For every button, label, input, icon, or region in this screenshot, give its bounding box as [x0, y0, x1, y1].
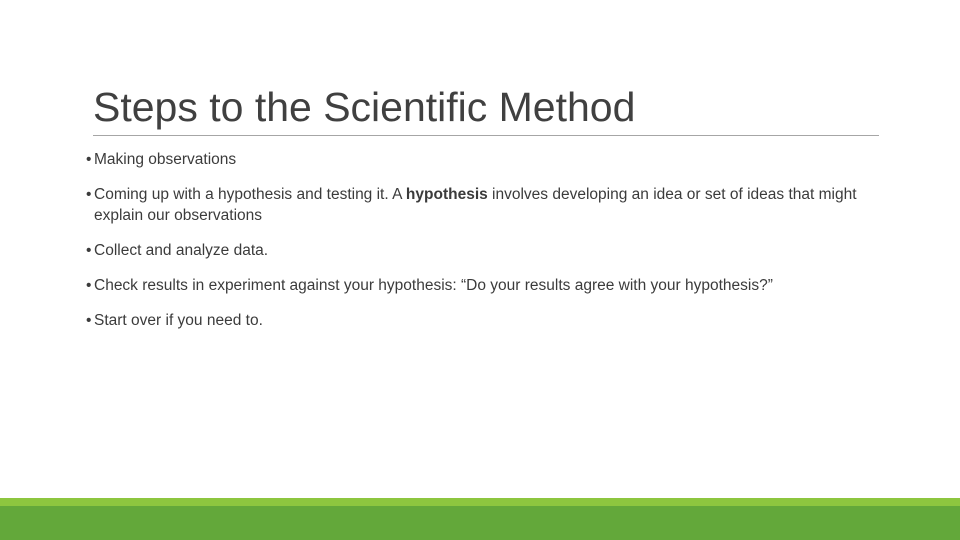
bullet-dot-icon: • [86, 312, 92, 329]
bullet-text: Collect and analyze data. [94, 242, 269, 259]
bullet-item-observations [86, 149, 876, 170]
bullet-text-after: involves developing an idea or set of ideas that might explain our observations [94, 186, 857, 224]
bullet-item-start-over [86, 310, 876, 331]
bullet-dot-icon: • [86, 242, 92, 259]
footer-band-light [0, 498, 960, 506]
bullet-text: Check results in experiment against your hypothesis: “Do your results agree with your hypothesis?” [94, 277, 773, 294]
bullet-text: Making observations [94, 151, 237, 168]
bullet-item-hypothesis [86, 184, 876, 226]
bullet-list [86, 149, 876, 345]
bullet-text-before: Coming up with a hypothesis and testing it. A [94, 186, 406, 203]
bullet-item-check-results [86, 275, 876, 296]
bullet-text: Start over if you need to. [94, 312, 263, 329]
bullet-dot-icon: • [86, 151, 92, 168]
title-divider [93, 135, 879, 136]
bullet-dot-icon: • [86, 186, 92, 203]
slide-title: Steps to the Scientific Method [93, 84, 636, 130]
bullet-text-bold-term: hypothesis [405, 186, 488, 203]
bullet-dot-icon: • [86, 277, 92, 294]
bullet-item-collect-data [86, 240, 876, 261]
footer-band-dark [0, 506, 960, 540]
